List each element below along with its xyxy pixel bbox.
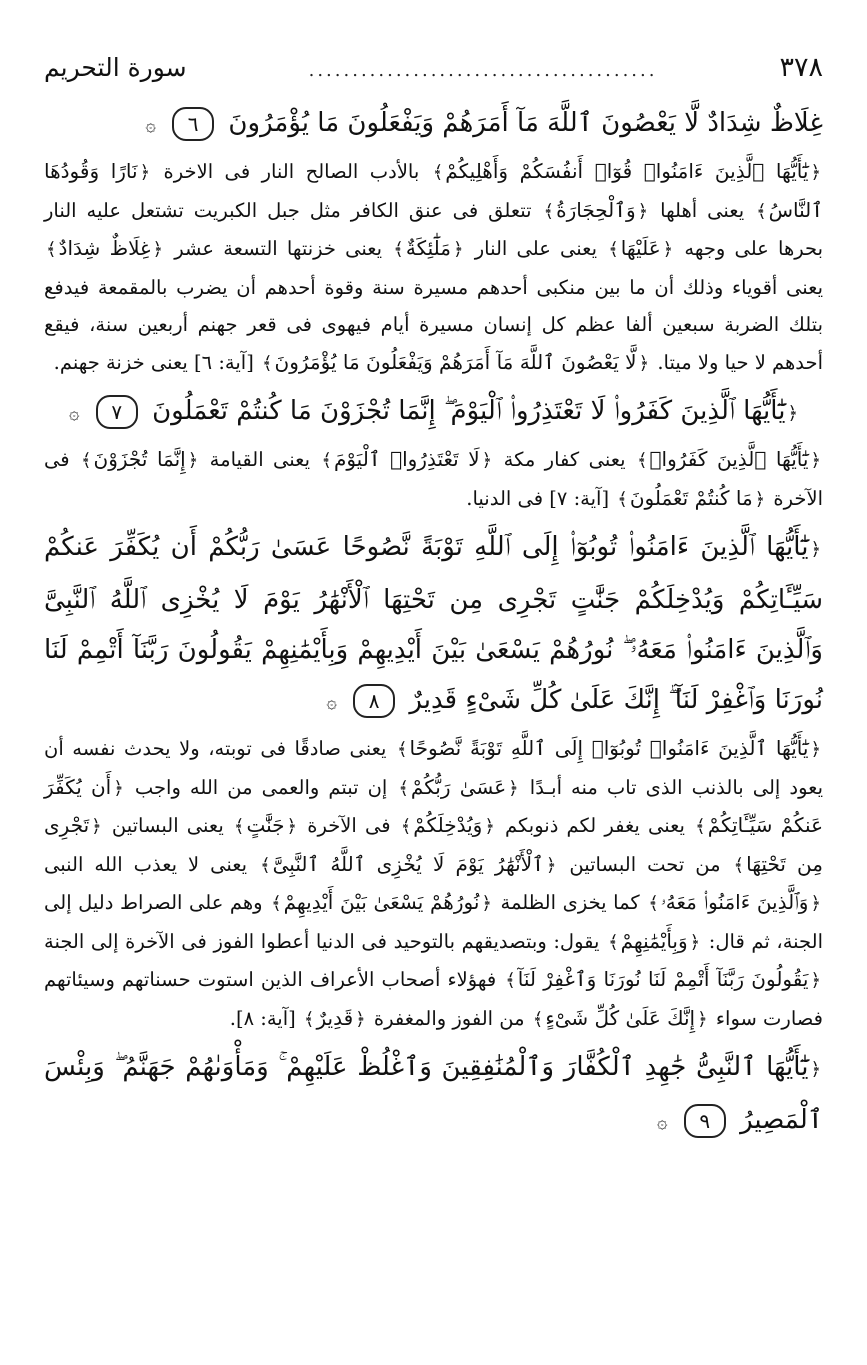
quote: يَٰٓأَيُّهَا ٱلَّذِينَ كَفَرُوا۟ — [649, 447, 809, 471]
open-bracket: ﴿ — [637, 200, 649, 222]
close-bracket: ﴾ — [46, 239, 57, 260]
ayah-number-6: ٦ — [172, 107, 214, 141]
commentary: يعنى يغفر لكم ذنوبكم — [496, 814, 694, 837]
quote: يَقُولُونَ رَبَّنَآ أَتْمِمْ لَنَا نُورَنَا وَٱغْفِرْ لَنَآ — [517, 967, 809, 991]
flower-ornament: ۞ — [326, 692, 337, 713]
commentary: يعنى البساتين — [103, 814, 232, 837]
quote: مَا كُنتُمْ تَعْمَلُونَ — [629, 485, 753, 510]
close-bracket: ﴾ — [400, 816, 412, 837]
open-bracket: ﴿ — [113, 777, 124, 799]
commentary: [آية: ٨]. — [229, 1006, 302, 1030]
commentary: يعنى لا يعذب الله النبى — [44, 852, 259, 876]
close-bracket: ﴾ — [303, 1008, 315, 1030]
commentary: يقول: وبتصديقهم بالتوحيد فى الدنيا أعطوا الفوز فى الآخرة إلى الجنة — [44, 929, 607, 953]
open-bracket: ﴿ — [787, 403, 799, 424]
commentary: يعنى القيامة — [200, 448, 320, 471]
quote: نَارًا وَقُودُهَا ٱلنَّاسُ — [44, 159, 823, 222]
commentary: تتعلق فى عنق الكافر مثل جبل الكبريت تشتعل عليه النار بحرها على وجهه — [44, 198, 823, 260]
quote: نُورُهُمْ يَسْعَىٰ بَيْنَ أَيْدِيهِمْ — [283, 890, 480, 914]
close-bracket: ﴾ — [608, 931, 619, 953]
verse-9 — [44, 1042, 823, 1148]
open-bracket: ﴿ — [810, 162, 821, 183]
ayah-number-8: ٨ — [353, 684, 395, 718]
quote: وَٱلَّذِينَ ءَامَنُوا۟ مَعَهُۥ — [660, 890, 809, 914]
quote: وَبِأَيْمَٰنِهِمْ — [620, 928, 688, 953]
commentary: وهم على الصراط دليل إلى الجنة، ثم قال: — [44, 891, 823, 953]
commentary: [آية: ٧] فى الدنيا. — [466, 486, 616, 510]
open-bracket: ﴿ — [810, 539, 821, 560]
open-bracket: ﴿ — [810, 739, 821, 760]
open-bracket: ﴿ — [638, 352, 650, 374]
surah-title: سورة التحريم — [44, 53, 187, 82]
commentary: يعنى صادقًا فى توبته، ولا يحدث نفسه أن يعود إلى بالذنب الذى تاب منه أبـدًا — [44, 737, 823, 799]
commentary: يعنى أقوياء وذلك أن ما بين منكبى أحدهم مسيرة سنة وقوة أحدهم أن يضرب بالمقمعة فيدفع بتلك الضربة سبعين ألفا عظم كل إنسان مسيرة أيام فيهوى فى قعر جهنم أربعين سنة، فيقع أحدهم لا حيا ولا ميتا. — [44, 275, 823, 374]
open-bracket: ﴿ — [484, 816, 495, 837]
ayah-number-9: ٩ — [684, 1104, 726, 1138]
close-bracket: ﴾ — [271, 893, 282, 914]
open-bracket: ﴿ — [452, 239, 464, 260]
close-bracket: ﴾ — [260, 854, 271, 876]
close-bracket: ﴾ — [398, 777, 409, 799]
verse-9-text: يَٰٓأَيُّهَا ٱلنَّبِىُّ جَٰهِدِ ٱلْكُفَّارَ وَٱلْمُنَٰفِقِينَ وَٱغْلُظْ عَلَيْهِمْ ۚ وَمَأْوَىٰهُمْ جَهَنَّمُ ۖ وَبِئْسَ ٱلْمَصِيرُ — [44, 1052, 823, 1135]
open-bracket: ﴿ — [91, 816, 102, 837]
flower-ornament: ۞ — [145, 115, 156, 136]
close-bracket: ﴾ — [733, 854, 745, 876]
close-bracket: ﴾ — [393, 239, 404, 260]
close-bracket: ﴾ — [396, 739, 408, 760]
tafsir-verse-8 — [44, 730, 823, 1038]
close-bracket: ﴾ — [262, 352, 273, 374]
verse-7 — [44, 386, 823, 439]
quote: تَجْرِى مِن تَحْتِهَا — [44, 813, 823, 876]
flower-ornament: ۞ — [68, 403, 80, 424]
close-bracket: ﴾ — [617, 488, 628, 510]
open-bracket: ﴿ — [810, 970, 821, 991]
open-bracket: ﴿ — [697, 1008, 708, 1030]
commentary: فهؤلاء أصحاب الأعراف الذين استوت حسناتهم وسيئاتهم فصارت سواء — [44, 968, 823, 1030]
quote: عَلَيْهَا — [620, 236, 661, 260]
open-bracket: ﴿ — [810, 893, 821, 914]
ayah-number-7: ٧ — [96, 395, 138, 429]
open-bracket: ﴿ — [355, 1008, 366, 1030]
open-bracket: ﴿ — [286, 816, 298, 837]
commentary: يعنى أهلها — [650, 198, 755, 222]
close-bracket: ﴾ — [695, 816, 706, 837]
open-bracket: ﴿ — [545, 854, 557, 876]
close-bracket: ﴾ — [608, 239, 619, 260]
verse-7-text: يَٰٓأَيُّهَا ٱلَّذِينَ كَفَرُوا۟ لَا تَعْتَذِرُوا۟ ٱلْيَوْمَ ۖ إِنَّمَا تُجْزَوْنَ مَا كُنتُمْ تَعْمَلُونَ — [152, 396, 786, 426]
open-bracket: ﴿ — [810, 1059, 821, 1080]
commentary: إن تبتم والعمى من الله واجب — [125, 775, 397, 799]
close-bracket: ﴾ — [80, 450, 92, 471]
flower-ornament: ۞ — [656, 1112, 668, 1133]
open-bracket: ﴿ — [662, 239, 674, 260]
close-bracket: ﴾ — [636, 450, 648, 471]
open-bracket: ﴿ — [481, 893, 492, 914]
quote: عَسَىٰ رَبُّكُمْ — [410, 774, 507, 799]
quote: إِنَّكَ عَلَىٰ كُلِّ شَىْءٍ — [545, 1005, 696, 1030]
verse-6-tail — [44, 98, 823, 151]
tafsir-verse-6 — [44, 153, 823, 382]
open-bracket: ﴿ — [689, 931, 701, 953]
commentary: يعنى خزنتها التسعة عشر — [165, 237, 392, 260]
quote: لَّا يَعْصُونَ ٱللَّهَ مَآ أَمَرَهُمْ وَيَفْعَلُونَ مَا يُؤْمَرُونَ — [274, 349, 637, 374]
quote: وَٱلْحِجَارَةُ — [556, 197, 636, 222]
commentary: من تحت البساتين — [558, 852, 732, 876]
quote: أَن يُكَفِّرَ عَنكُمْ سَيِّـَٔاتِكُمْ — [44, 774, 823, 837]
close-bracket: ﴾ — [505, 970, 516, 991]
quote: إِنَّمَا تُجْزَوْنَ — [93, 447, 186, 471]
quote: يَٰٓأَيُّهَا ٱلَّذِينَ ءَامَنُوا۟ تُوبُوٓا۟ إِلَى ٱللَّهِ تَوْبَةً نَّصُوحًا — [409, 736, 809, 760]
commentary: [آية: ٦] يعنى خزنة جهنم. — [53, 350, 260, 374]
quote: مَلَٰٓئِكَةٌ — [405, 236, 451, 260]
open-bracket: ﴿ — [810, 450, 821, 471]
close-bracket: ﴾ — [321, 450, 332, 471]
close-bracket: ﴾ — [756, 200, 767, 222]
commentary: يعنى على النار — [465, 237, 607, 260]
verse-6-text: غِلَاظٌ شِدَادٌ لَّا يَعْصُونَ ٱللَّهَ مَآ أَمَرَهُمْ وَيَفْعَلُونَ مَا يُؤْمَرُونَ — [228, 108, 823, 138]
commentary: بالأدب الصالح النار فى الاخرة — [152, 160, 431, 183]
quote: لَا تَعْتَذِرُوا۟ ٱلْيَوْمَ — [333, 447, 480, 471]
page-header — [44, 52, 823, 92]
commentary: من الفوز والمغفرة — [367, 1006, 531, 1030]
verse-8-text: يَٰٓأَيُّهَا ٱلَّذِينَ ءَامَنُوا۟ تُوبُوٓا۟ إِلَى ٱللَّهِ تَوْبَةً نَّصُوحًا عَسَىٰ رَبُّكُمْ أَن يُكَفِّرَ عَنكُمْ سَيِّـَٔاتِكُمْ وَيُدْخِلَكُمْ جَنَّٰتٍ تَجْرِى مِن تَحْتِهَا ٱلْأَنْهَٰرُ يَوْمَ لَا يُخْزِى ٱللَّهُ ٱلنَّبِىَّ وَٱلَّذِينَ ءَامَنُوا۟ مَعَهُۥ ۖ نُورُهُمْ يَسْعَىٰ بَيْنَ أَيْدِيهِمْ وَبِأَيْمَٰنِهِمْ يَقُولُونَ رَبَّنَآ أَتْمِمْ لَنَا نُورَنَا وَٱغْفِرْ لَنَآ ۖ إِنَّكَ عَلَىٰ كُلِّ شَىْءٍ قَدِيرٌ — [44, 532, 823, 715]
commentary: يعنى كفار مكة — [494, 448, 635, 471]
close-bracket: ﴾ — [532, 1008, 544, 1030]
quote: يَٰٓأَيُّهَا ٱلَّذِينَ ءَامَنُوا۟ قُوٓا۟ أَنفُسَكُمْ وَأَهْلِيكُمْ — [445, 159, 809, 183]
open-bracket: ﴿ — [152, 239, 164, 260]
quote: وَيُدْخِلَكُمْ — [413, 813, 483, 837]
close-bracket: ﴾ — [432, 162, 444, 183]
header-leader-dots: ........................................ — [308, 60, 658, 81]
quote: ٱلْأَنْهَٰرُ يَوْمَ لَا يُخْزِى ٱللَّهُ ٱلنَّبِىَّ — [272, 851, 544, 876]
commentary: فى الآخرة — [299, 814, 399, 837]
tafsir-verse-7 — [44, 441, 823, 518]
open-bracket: ﴿ — [139, 162, 151, 183]
close-bracket: ﴾ — [233, 816, 245, 837]
quote: قَدِيرٌ — [316, 1005, 354, 1030]
verse-8 — [44, 522, 823, 728]
close-bracket: ﴾ — [543, 200, 555, 222]
quote: غِلَاظٌ شِدَادٌ — [58, 236, 151, 260]
commentary: فى الآخرة — [44, 448, 823, 510]
open-bracket: ﴿ — [508, 777, 519, 799]
quote: جَنَّٰتٍ — [246, 813, 285, 837]
commentary: كما يخزى الظلمة — [493, 891, 647, 914]
open-bracket: ﴿ — [481, 450, 493, 471]
close-bracket: ﴾ — [648, 893, 659, 914]
page-number: ٣٧٨ — [779, 52, 823, 83]
open-bracket: ﴿ — [187, 450, 199, 471]
open-bracket: ﴿ — [754, 488, 766, 510]
